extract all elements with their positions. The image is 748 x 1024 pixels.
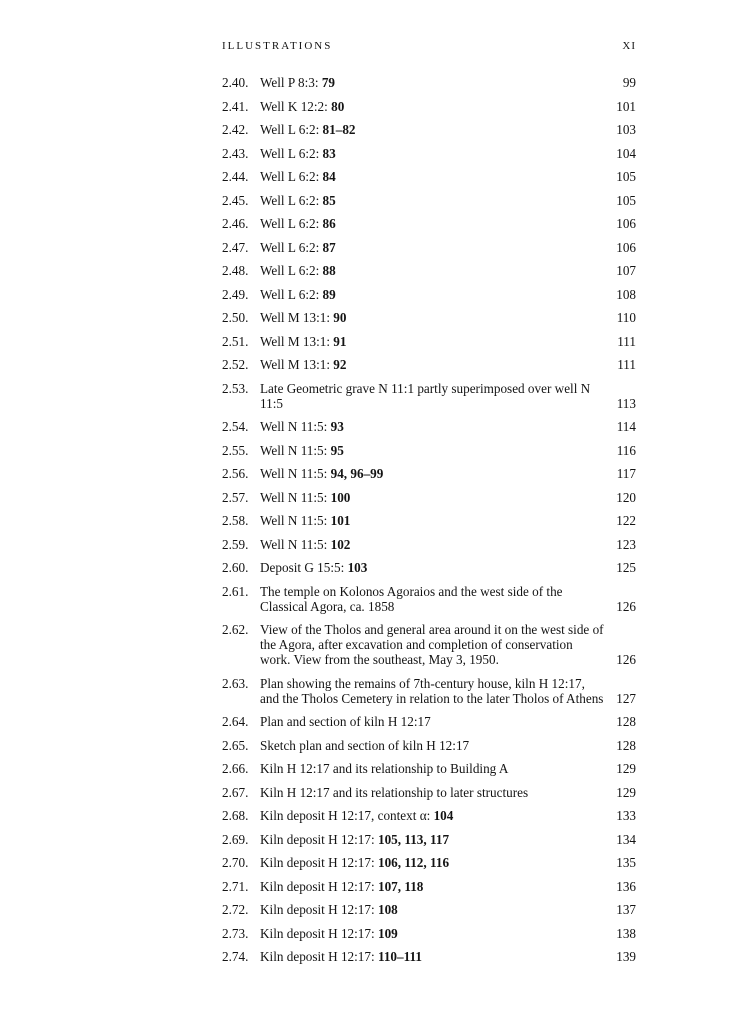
figure-number: 2.67. <box>222 784 249 800</box>
page-reference: 101 <box>616 98 636 114</box>
catalog-numbers: 85 <box>322 192 336 208</box>
running-header <box>222 40 636 60</box>
list-item <box>222 466 636 481</box>
figure-number: 2.66. <box>222 761 249 776</box>
list-item <box>222 855 636 870</box>
caption-text: Well L 6:2: <box>260 169 323 184</box>
page-reference: 120 <box>616 489 636 505</box>
figure-caption <box>260 443 605 458</box>
figure-caption <box>260 357 605 372</box>
caption-text: Kiln deposit H 12:17: <box>260 878 378 894</box>
catalog-numbers: 81–82 <box>322 122 356 137</box>
page-reference: 105 <box>616 169 636 184</box>
list-item <box>222 949 636 964</box>
figure-caption <box>260 785 605 800</box>
figure-number: 2.55. <box>222 442 249 458</box>
catalog-numbers: 83 <box>322 145 336 161</box>
figure-caption <box>260 310 605 325</box>
figure-number: 2.65. <box>222 737 249 753</box>
caption-text: Well M 13:1: <box>260 333 334 349</box>
figure-number: 2.45. <box>222 192 249 208</box>
page-reference: 127 <box>616 690 636 706</box>
caption-text: Well L 6:2: <box>260 122 323 137</box>
page-reference: 103 <box>616 122 636 137</box>
page-reference: 111 <box>617 357 636 372</box>
caption-text: Plan and section of kiln H 12:17 <box>260 714 431 729</box>
page-reference: 136 <box>616 878 636 894</box>
list-item <box>222 357 636 372</box>
caption-text: The temple on Kolonos Agoraios and the west side of the Classical Agora, ca. 1858 <box>260 583 563 614</box>
list-item <box>222 714 636 729</box>
caption-text: Well M 13:1: <box>260 357 334 372</box>
list-item <box>222 490 636 505</box>
figure-number: 2.62. <box>222 622 249 637</box>
catalog-numbers: 106, 112, 116 <box>377 855 450 870</box>
list-item <box>222 334 636 349</box>
caption-text: Well L 6:2: <box>260 263 323 278</box>
figure-number: 2.71. <box>222 878 249 894</box>
figure-caption <box>260 902 605 917</box>
figure-number: 2.42. <box>222 122 249 137</box>
figure-caption <box>260 926 605 941</box>
catalog-numbers: 103 <box>347 560 368 575</box>
figure-caption <box>260 419 605 434</box>
figure-number: 2.60. <box>222 560 249 575</box>
caption-text: Well N 11:5: <box>260 489 331 505</box>
page-reference: 106 <box>616 239 636 255</box>
catalog-numbers: 100 <box>330 489 351 505</box>
page-reference: 104 <box>616 145 636 161</box>
figure-caption <box>260 855 605 870</box>
figure-number: 2.63. <box>222 675 249 691</box>
catalog-numbers: 80 <box>331 98 345 114</box>
figure-number: 2.68. <box>222 808 249 823</box>
caption-text: Well N 11:5: <box>260 419 331 434</box>
catalog-numbers: 90 <box>333 310 347 325</box>
page-reference: 125 <box>616 560 636 575</box>
list-item <box>222 240 636 255</box>
list-item <box>222 879 636 894</box>
figure-caption <box>260 676 605 706</box>
catalog-numbers: 109 <box>377 925 398 941</box>
catalog-numbers: 93 <box>330 419 344 434</box>
catalog-numbers: 104 <box>433 808 454 823</box>
list-item <box>222 99 636 114</box>
list-item <box>222 381 636 411</box>
figure-number: 2.46. <box>222 216 249 231</box>
figure-number: 2.58. <box>222 513 249 528</box>
caption-text: Kiln deposit H 12:17: <box>260 925 378 941</box>
figure-caption <box>260 240 605 255</box>
figure-caption <box>260 738 605 753</box>
figure-caption <box>260 622 605 667</box>
illustration-list <box>222 75 636 973</box>
caption-text: Well K 12:2: <box>260 98 332 114</box>
caption-text: Well N 11:5: <box>260 513 331 528</box>
caption-text: Kiln deposit H 12:17, context α: <box>260 808 434 823</box>
page-reference: 110 <box>616 310 636 325</box>
catalog-numbers: 91 <box>333 333 347 349</box>
figure-caption <box>260 334 605 349</box>
list-item <box>222 622 636 667</box>
list-item <box>222 310 636 325</box>
figure-number: 2.59. <box>222 536 249 552</box>
catalog-numbers: 110–111 <box>377 949 422 964</box>
catalog-numbers: 95 <box>330 442 344 458</box>
list-item <box>222 761 636 776</box>
figure-number: 2.69. <box>222 831 249 847</box>
figure-number: 2.54. <box>222 419 249 434</box>
page-reference: 117 <box>616 466 636 481</box>
figure-caption <box>260 75 605 90</box>
page-reference: 133 <box>616 808 636 823</box>
list-item <box>222 785 636 800</box>
catalog-numbers: 101 <box>330 513 351 528</box>
figure-number: 2.52. <box>222 357 249 372</box>
caption-text: Kiln deposit H 12:17: <box>260 831 378 847</box>
caption-text: Kiln H 12:17 and its relationship to Building A <box>260 761 509 776</box>
caption-text: Well L 6:2: <box>260 216 323 231</box>
catalog-numbers: 89 <box>322 286 336 302</box>
figure-number: 2.74. <box>222 949 249 964</box>
figure-caption <box>260 287 605 302</box>
caption-text: Well M 13:1: <box>260 310 334 325</box>
page-reference: 129 <box>616 761 636 776</box>
figure-caption <box>260 584 605 614</box>
figure-caption <box>260 99 605 114</box>
figure-caption <box>260 381 605 411</box>
page-reference: 99 <box>622 75 636 90</box>
page-reference: 111 <box>617 333 636 349</box>
figure-number: 2.48. <box>222 263 249 278</box>
figure-caption <box>260 513 605 528</box>
catalog-numbers: 79 <box>321 75 336 90</box>
page-reference: 129 <box>616 784 636 800</box>
list-item <box>222 676 636 706</box>
page-reference: 135 <box>616 855 636 870</box>
caption-text: Well L 6:2: <box>260 145 323 161</box>
page-reference: 105 <box>616 192 636 208</box>
list-item <box>222 216 636 231</box>
figure-number: 2.43. <box>222 145 249 161</box>
catalog-numbers: 92 <box>333 357 347 372</box>
catalog-numbers: 94, 96–99 <box>330 466 384 481</box>
figure-number: 2.41. <box>222 98 249 114</box>
figure-caption <box>260 949 605 964</box>
figure-caption <box>260 490 605 505</box>
catalog-numbers: 102 <box>330 536 351 552</box>
caption-text: Well N 11:5: <box>260 466 331 481</box>
figure-caption <box>260 193 605 208</box>
page-reference: 139 <box>616 949 636 964</box>
list-item <box>222 419 636 434</box>
figure-caption <box>260 714 605 729</box>
figure-number: 2.56. <box>222 466 249 481</box>
catalog-numbers: 84 <box>322 169 336 184</box>
figure-caption <box>260 122 605 137</box>
page-number: XI <box>622 40 636 52</box>
page-reference: 126 <box>616 598 636 614</box>
list-item <box>222 832 636 847</box>
page-reference: 137 <box>616 902 636 917</box>
list-item <box>222 146 636 161</box>
list-item <box>222 738 636 753</box>
figure-caption <box>260 560 605 575</box>
page-reference: 106 <box>616 216 636 231</box>
figure-caption <box>260 146 605 161</box>
caption-text: Deposit G 15:5: <box>260 560 348 575</box>
page-reference: 108 <box>616 286 636 302</box>
page-reference: 128 <box>616 714 636 729</box>
page-reference: 114 <box>616 419 636 434</box>
catalog-numbers: 88 <box>322 263 336 278</box>
catalog-numbers: 107, 118 <box>377 878 424 894</box>
figure-caption <box>260 216 605 231</box>
figure-caption <box>260 808 605 823</box>
list-item <box>222 193 636 208</box>
figure-number: 2.51. <box>222 333 249 349</box>
catalog-numbers: 108 <box>377 902 398 917</box>
page-reference: 107 <box>616 263 636 278</box>
figure-number: 2.49. <box>222 286 249 302</box>
caption-text: Well N 11:5: <box>260 442 331 458</box>
caption-text: Well N 11:5: <box>260 536 331 552</box>
running-head-title: ILLUSTRATIONS <box>222 40 333 52</box>
caption-text: Plan showing the remains of 7th-century house, kiln H 12:17, and the Tholos Cemetery in relation to the later Tholos of Athens <box>260 675 604 706</box>
figure-number: 2.47. <box>222 239 249 255</box>
caption-text: Well L 6:2: <box>260 239 323 255</box>
caption-text: Kiln deposit H 12:17: <box>260 855 378 870</box>
page-reference: 122 <box>616 513 636 528</box>
figure-number: 2.53. <box>222 380 249 396</box>
figure-caption <box>260 263 605 278</box>
list-item <box>222 122 636 137</box>
caption-text: Sketch plan and section of kiln H 12:17 <box>260 737 470 753</box>
figure-caption <box>260 466 605 481</box>
caption-text: Well P 8:3: <box>260 75 322 90</box>
figure-number: 2.70. <box>222 855 249 870</box>
figure-number: 2.50. <box>222 310 249 325</box>
list-item <box>222 537 636 552</box>
caption-text: Kiln deposit H 12:17: <box>260 902 378 917</box>
caption-text: Kiln deposit H 12:17: <box>260 949 378 964</box>
figure-caption <box>260 169 605 184</box>
page-reference: 123 <box>616 536 636 552</box>
figure-number: 2.57. <box>222 489 249 505</box>
figure-caption <box>260 832 605 847</box>
catalog-numbers: 87 <box>322 239 336 255</box>
caption-text: Kiln H 12:17 and its relationship to later structures <box>260 784 529 800</box>
list-item <box>222 287 636 302</box>
figure-caption <box>260 537 605 552</box>
caption-text: Well L 6:2: <box>260 192 323 208</box>
list-item <box>222 808 636 823</box>
list-item <box>222 169 636 184</box>
list-item <box>222 443 636 458</box>
list-item <box>222 513 636 528</box>
page-reference: 138 <box>616 925 636 941</box>
figure-number: 2.40. <box>222 75 249 90</box>
page-reference: 128 <box>616 737 636 753</box>
list-item <box>222 263 636 278</box>
catalog-numbers: 86 <box>322 216 336 231</box>
list-item <box>222 75 636 90</box>
page-reference: 126 <box>616 652 636 667</box>
page-reference: 134 <box>616 831 636 847</box>
figure-number: 2.44. <box>222 169 249 184</box>
caption-text: Late Geometric grave N 11:1 partly superimposed over well N 11:5 <box>260 380 591 411</box>
list-item <box>222 584 636 614</box>
figure-number: 2.72. <box>222 902 249 917</box>
figure-number: 2.73. <box>222 925 249 941</box>
catalog-numbers: 105, 113, 117 <box>377 831 450 847</box>
page-reference: 113 <box>616 395 636 411</box>
list-item <box>222 560 636 575</box>
caption-text: Well L 6:2: <box>260 286 323 302</box>
list-item <box>222 902 636 917</box>
figure-number: 2.61. <box>222 583 249 599</box>
figure-number: 2.64. <box>222 714 249 729</box>
figure-caption <box>260 761 605 776</box>
list-item <box>222 926 636 941</box>
caption-text: View of the Tholos and general area around it on the west side of the Agora, after excavation and completion of conservation work. View from the southeast, May 3, 1950. <box>260 622 604 667</box>
page-reference: 116 <box>616 442 636 458</box>
figure-caption <box>260 879 605 894</box>
